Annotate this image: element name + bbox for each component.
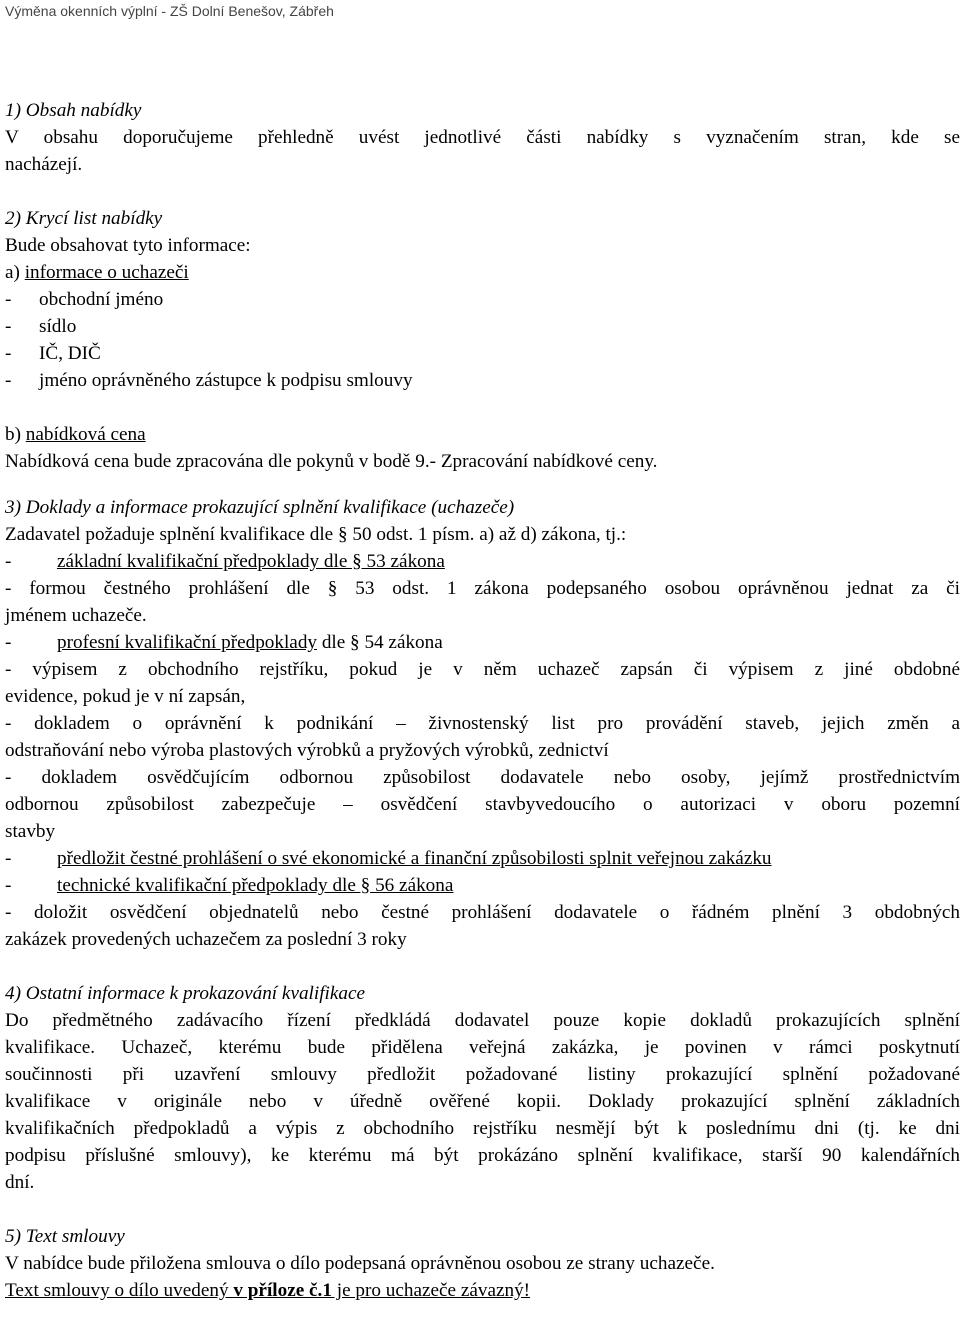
list-item: - sídlo xyxy=(5,316,77,337)
paragraph-line: kvalifikace v originále nebo v úředně ověřené kopii. Doklady prokazující splnění základních xyxy=(5,1091,960,1112)
emphasis-line: Text smlouvy o dílo uvedený v příloze č.1 je pro uchazeče závazný! xyxy=(5,1280,531,1301)
paragraph-line: odbornou způsobilost zabezpečuje – osvědčení stavbyvedoucího o autorizaci v oboru pozemní xyxy=(5,794,960,815)
paragraph-line: Do předmětného zadávacího řízení předkládá dodavatel pouze kopie dokladů prokazujících splnění xyxy=(5,1010,960,1031)
paragraph-line: dní. xyxy=(5,1172,35,1193)
list-item: - základní kvalifikační předpoklady dle § 53 zákona xyxy=(5,551,445,572)
section-3-heading: 3) Doklady a informace prokazující splnění kvalifikace (uchazeče) xyxy=(5,497,515,518)
section-5-heading: 5) Text smlouvy xyxy=(5,1226,125,1247)
paragraph-line: jménem uchazeče. xyxy=(5,605,147,626)
page-header: Výměna okenních výplní - ZŠ Dolní Benešov, Zábřeh xyxy=(5,3,334,19)
paragraph-line: - formou čestného prohlášení dle § 53 odst. 1 zákona podepsaného osobou oprávněnou jednat za či xyxy=(5,578,960,599)
section-4-heading: 4) Ostatní informace k prokazování kvalifikace xyxy=(5,983,366,1004)
subheading-b: b) nabídková cena xyxy=(5,424,146,445)
paragraph-line: V nabídce bude přiložena smlouva o dílo podepsaná oprávněnou osobou ze strany uchazeče. xyxy=(5,1253,715,1274)
list-item: - předložit čestné prohlášení o své ekonomické a finanční způsobilosti splnit veřejnou zakázku xyxy=(5,848,772,869)
paragraph-line: kvalifikačních předpokladů a výpis z obchodního rejstříku nesmějí být k poslednímu dni (tj. ke dni xyxy=(5,1118,960,1139)
paragraph-line: podpisu příslušné smlouvy), ke kterému má být prokázáno splnění kvalifikace, starší 90 kalendářních xyxy=(5,1145,960,1166)
paragraph-line: stavby xyxy=(5,821,56,842)
section-2-heading: 2) Krycí list nabídky xyxy=(5,208,163,229)
paragraph-line: evidence, pokud je v ní zapsán, xyxy=(5,686,246,707)
list-item: - technické kvalifikační předpoklady dle § 56 zákona xyxy=(5,875,454,896)
paragraph-line: - výpisem z obchodního rejstříku, pokud je v něm uchazeč zapsán či výpisem z jiné obdobné xyxy=(5,659,960,680)
paragraph-line: Nabídková cena bude zpracována dle pokynů v bodě 9.- Zpracování nabídkové ceny. xyxy=(5,451,658,472)
list-item: - obchodní jméno xyxy=(5,289,164,310)
list-item: - IČ, DIČ xyxy=(5,343,101,364)
paragraph-line: - doložit osvědčení objednatelů nebo čestné prohlášení dodavatele o řádném plnění 3 obdobných xyxy=(5,902,960,923)
paragraph-line: - dokladem o oprávnění k podnikání – živnostenský list pro provádění staveb, jejich změn a xyxy=(5,713,960,734)
paragraph-line: nacházejí. xyxy=(5,154,83,175)
section-1-heading: 1) Obsah nabídky xyxy=(5,100,142,121)
paragraph-line: zakázek provedených uchazečem za poslední 3 roky xyxy=(5,929,407,950)
paragraph-line: - dokladem osvědčujícím odbornou způsobilost dodavatele nebo osoby, jejímž prostřednictvím xyxy=(5,767,960,788)
list-item: - profesní kvalifikační předpoklady dle § 54 zákona xyxy=(5,632,443,653)
paragraph-line: součinnosti při uzavření smlouvy předložit požadované listiny prokazující splnění požadované xyxy=(5,1064,960,1085)
paragraph-line: Bude obsahovat tyto informace: xyxy=(5,235,251,256)
paragraph-line: odstraňování nebo výroba plastových výrobků a pryžových výrobků, zednictví xyxy=(5,740,609,761)
paragraph-line: Zadavatel požaduje splnění kvalifikace dle § 50 odst. 1 písm. a) až d) zákona, tj.: xyxy=(5,524,627,545)
subheading-a: a) informace o uchazeči xyxy=(5,262,189,283)
paragraph-line: V obsahu doporučujeme přehledně uvést jednotlivé části nabídky s vyznačením stran, kde se xyxy=(5,127,960,148)
document-body xyxy=(5,97,960,1304)
list-item: - jméno oprávněného zástupce k podpisu smlouvy xyxy=(5,370,413,391)
paragraph-line: kvalifikace. Uchazeč, kterému bude přidělena veřejná zakázka, je povinen v rámci poskytnutí xyxy=(5,1037,960,1058)
